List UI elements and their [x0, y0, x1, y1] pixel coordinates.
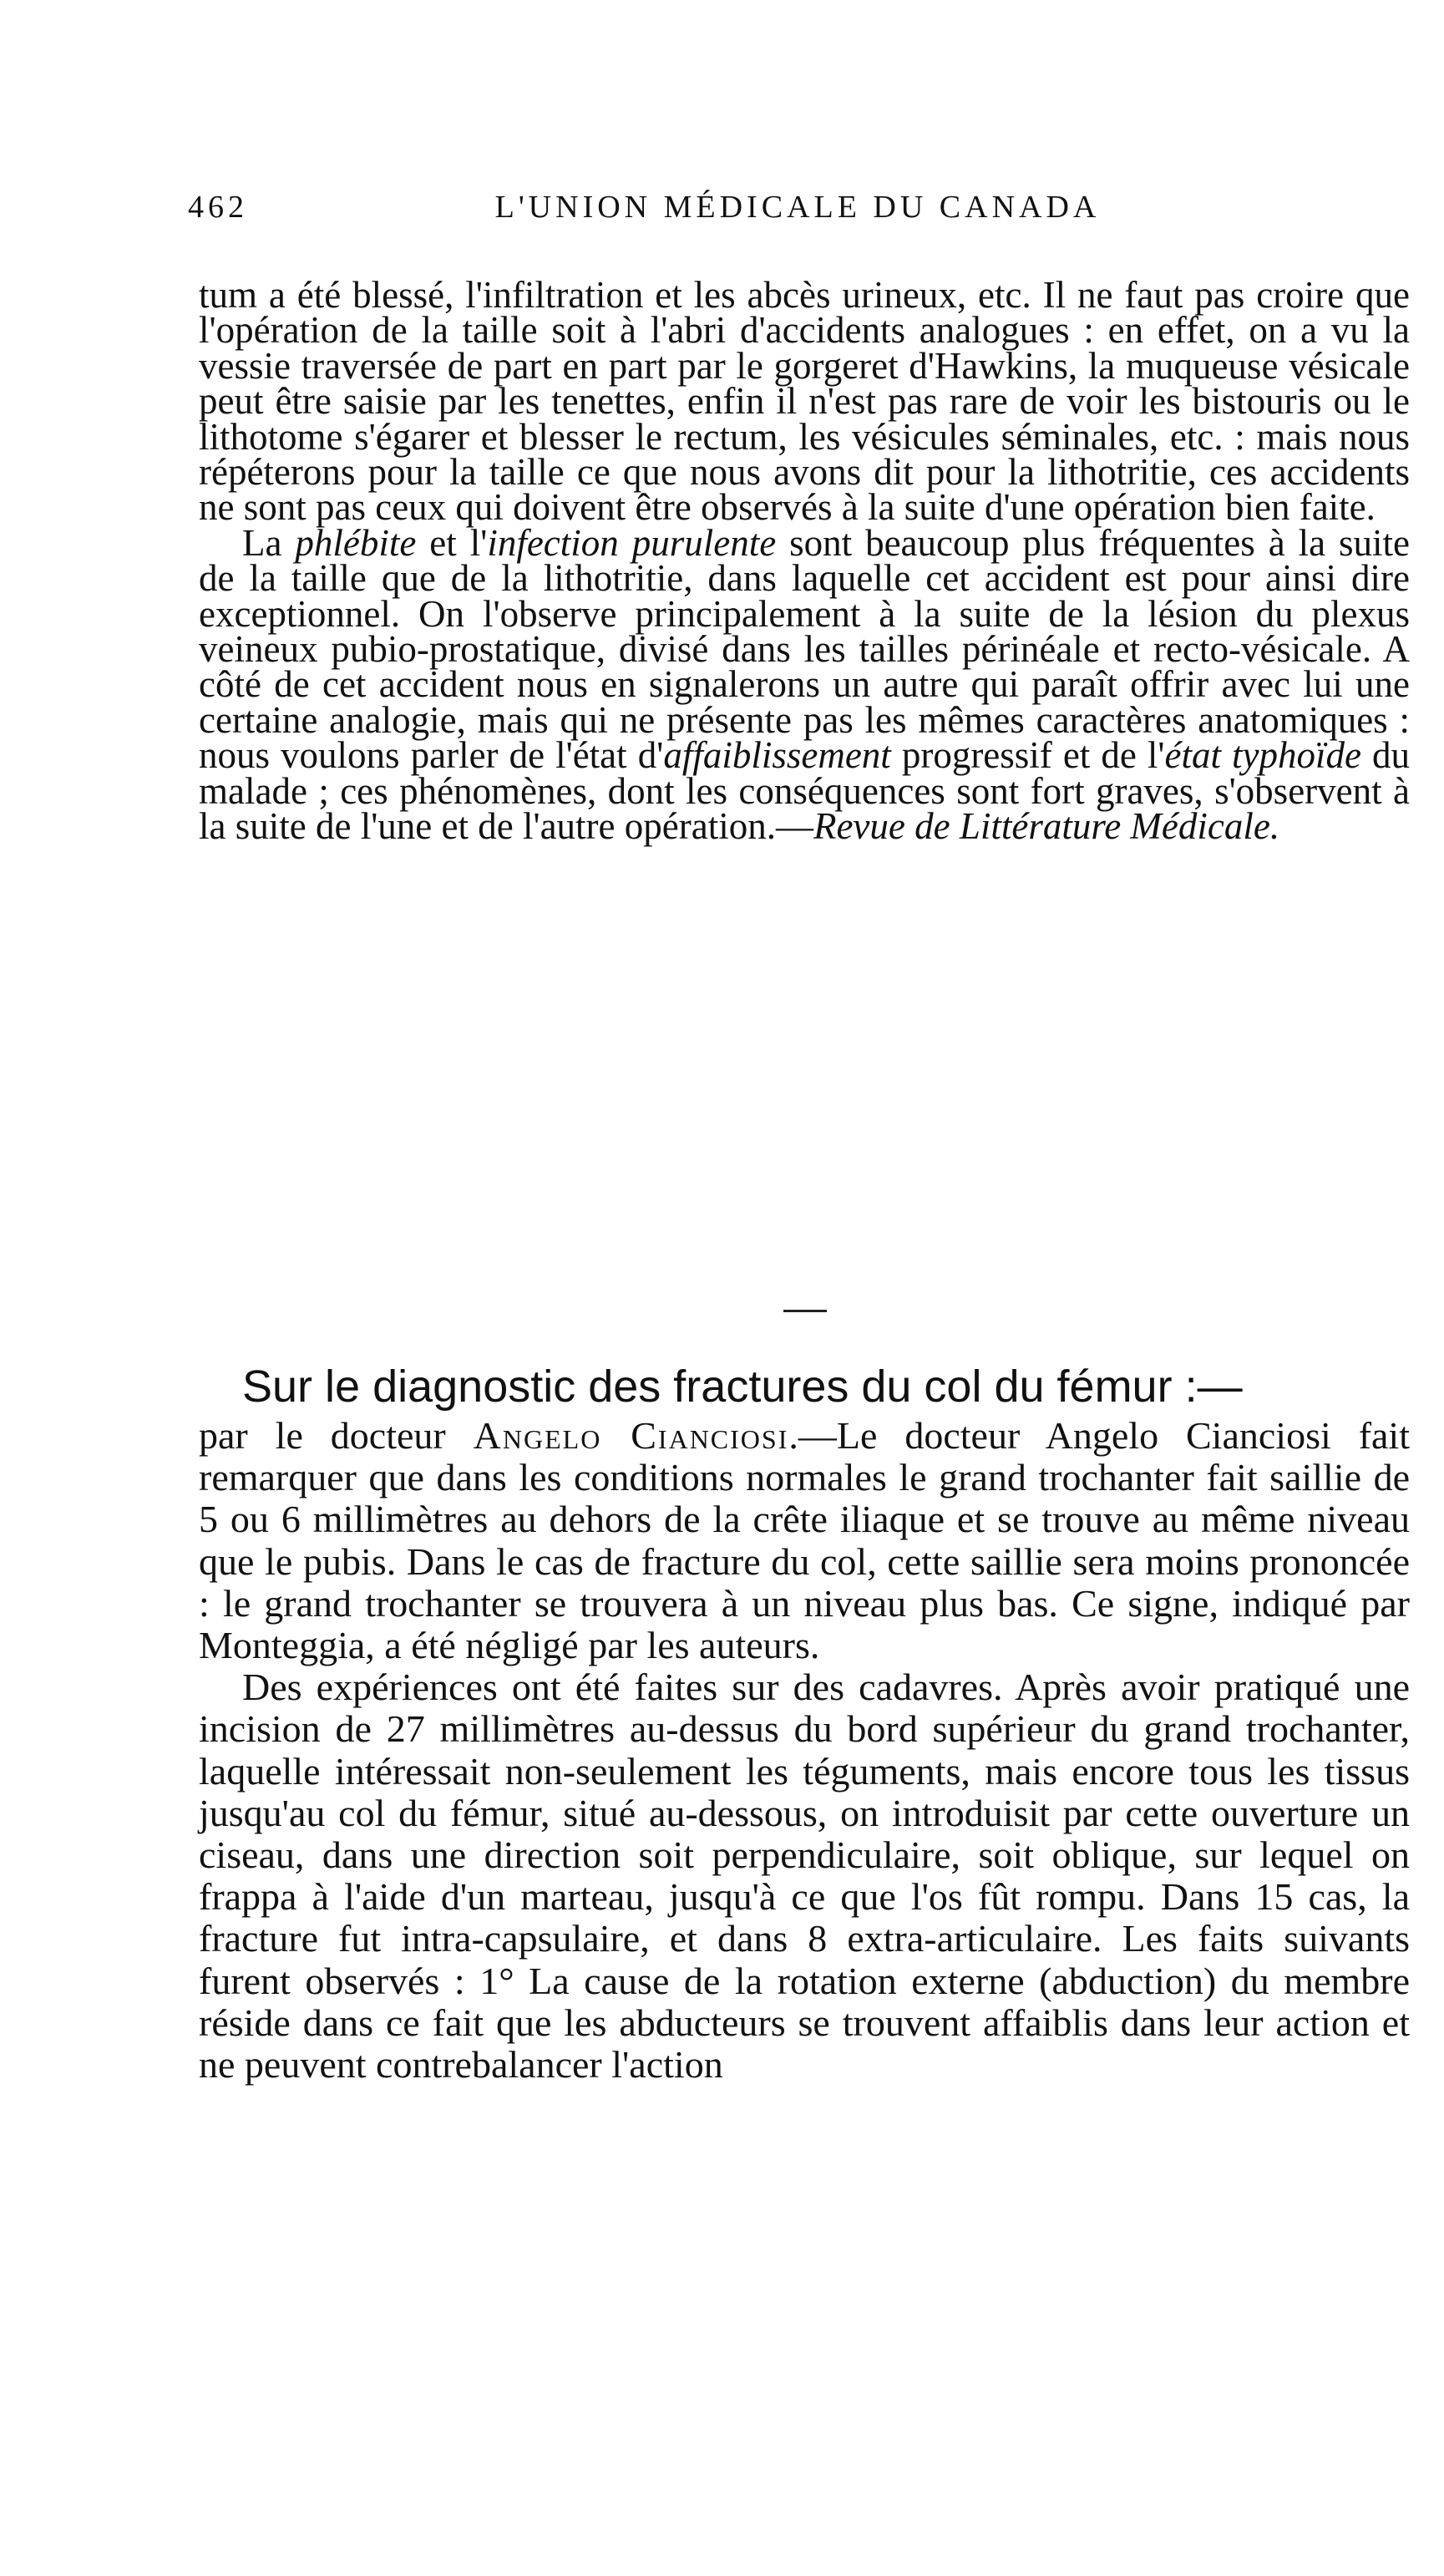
section-femur	[199, 1415, 1410, 2086]
section-divider	[783, 1310, 827, 1312]
page-number: 462	[188, 190, 248, 225]
section-phlebite	[199, 274, 1411, 848]
author-name: Angelo Cianciosi	[473, 1414, 789, 1457]
running-header	[188, 189, 1407, 239]
term-typhoide: état typhoïde	[1164, 734, 1361, 777]
paragraph-experiences: Des expériences ont été faites sur des cadavres. Après avoir pratiqué une incision de 27 millimètres au-dessus du bord supérieur du grand trochanter, laquelle intéressait non-seulement les téguments, mais encore tous les tissus jusqu'au col du fémur, situé au-dessous, on introduisit par cette ouverture un ciseau, dans une direction soit perpendiculaire, soit oblique, sur lequel on frappa à l'aide d'un marteau, jusqu'à ce que l'os fût rompu. Dans 15 cas, la fracture fut intra-capsulaire, et dans 8 extra-articulaire. Les faits suivants furent observés : 1° La cause de la rotation externe (abduction) du membre réside dans ce fait que les abducteurs se trouvent affaiblis dans leur action et ne peuvent contrebalancer l'action	[199, 1666, 1410, 2087]
term-affaiblissement: affaiblissement	[663, 734, 891, 777]
term-phlebite: phlébite	[295, 521, 417, 564]
paragraph-phlebite: La phlébite et l'infection purulente sont beaucoup plus fréquentes à la suite de la taille que de la lithotritie, dans laquelle cet accident est pour ainsi dire exceptionnel. On l'observe principalement à la suite de la lésion du plexus veineux pubio-prostatique, divisé dans les tailles périnéale et recto-vésicale. A côté de cet accident nous en signalerons un autre qui paraît offrir avec lui une certaine analogie, mais qui ne présente pas les mêmes caractères anatomiques : nous voulons parler de l'état d'affaiblissement progressif et de l'état typhoïde du malade ; ces phénomènes, dont les conséquences sont fort graves, s'observent à la suite de l'une et de l'autre opération.—Revue de Littérature Médicale.	[199, 521, 1411, 848]
paragraph-accidents: tum a été blessé, l'infiltration et les abcès urineux, etc. Il ne faut pas croire que l'opération de la taille soit à l'abri d'accidents analogues : en effet, on a vu la vessie traversée de part en part par le gorgeret d'Hawkins, la muqueuse vésicale peut être saisie par les tenettes, enfin il n'est pas rare de voir les bistouris ou le lithotome s'égarer et blesser le rectum, les vésicules séminales, etc. : mais nous répéterons pour la taille ce que nous avons dit pour la lithotritie, ces accidents ne sont pas ceux qui doivent être observés à la suite d'une opération bien faite.	[199, 274, 1410, 529]
source-citation: Revue de Littérature Médicale.	[813, 805, 1280, 848]
article-heading: Sur le diagnostic des fractures du col du fémur :—	[242, 1362, 1243, 1412]
term-infection: infection purulente	[487, 521, 777, 564]
running-title: L'UNION MÉDICALE DU CANADA	[494, 190, 1101, 225]
paragraph-cianciosi: par le docteur Angelo Cianciosi.—Le docteur Angelo Cianciosi fait remarquer que dans les conditions normales le grand trochanter fait saillie de 5 ou 6 millimètres au dehors de la crête iliaque et se trouve au même niveau que le pubis. Dans le cas de fracture du col, cette saillie sera moins prononcée : le grand trochanter se trouvera à un niveau plus bas. Ce signe, indiqué par Monteggia, a été négligé par les auteurs.	[199, 1414, 1410, 1667]
